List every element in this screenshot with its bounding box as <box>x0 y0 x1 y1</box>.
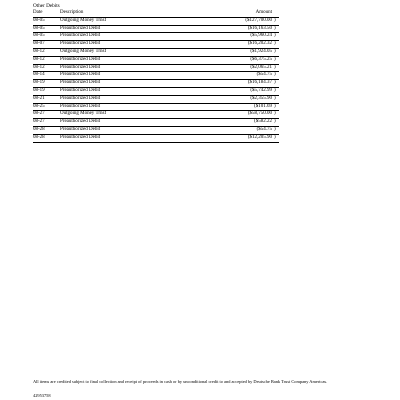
row-amount-close: ) <box>274 33 279 41</box>
row-description: Preauthorized Debit <box>60 103 200 111</box>
row-description: Preauthorized Debit <box>60 126 200 134</box>
row-amount: ($12,205.90 <box>200 134 274 142</box>
row-date: 08-28 <box>33 126 60 134</box>
table-row <box>33 72 279 80</box>
row-date: 08-05 <box>33 17 60 25</box>
row-description: Preauthorized Debit <box>60 64 200 72</box>
row-description: Preauthorized Debit <box>60 33 200 41</box>
row-description: Preauthorized Debit <box>60 72 200 80</box>
row-amount-close: ) <box>274 25 279 33</box>
row-amount-close: ) <box>274 72 279 80</box>
row-description: Outgoing Money Trnsf <box>60 17 200 25</box>
table-row <box>33 111 279 119</box>
row-date: 08-05 <box>33 33 60 41</box>
row-amount: ($16,184.37 <box>200 80 274 88</box>
row-date: 08-05 <box>33 25 60 33</box>
row-amount-close: ) <box>274 103 279 111</box>
table-row <box>33 48 279 56</box>
table-header-row <box>33 10 279 17</box>
column-header-mark <box>274 10 279 17</box>
row-amount: ($582.22 <box>200 119 274 127</box>
row-date: 08-07 <box>33 41 60 49</box>
table-row <box>33 80 279 88</box>
table-body <box>33 17 279 142</box>
table-row <box>33 103 279 111</box>
row-date: 08-21 <box>33 95 60 103</box>
row-date: 08-14 <box>33 72 60 80</box>
row-description: Preauthorized Debit <box>60 95 200 103</box>
row-date: 08-27 <box>33 119 60 127</box>
row-date: 08-12 <box>33 56 60 64</box>
row-date: 08-27 <box>33 111 60 119</box>
row-date: 08-28 <box>33 134 60 142</box>
row-amount-close: ) <box>274 134 279 142</box>
table-row <box>33 119 279 127</box>
column-header-date: Date <box>33 10 60 17</box>
row-amount: ($16,163.50 <box>200 25 274 33</box>
row-amount: ($6,375.25 <box>200 56 274 64</box>
row-amount-close: ) <box>274 41 279 49</box>
row-description: Preauthorized Debit <box>60 134 200 142</box>
row-amount-close: ) <box>274 111 279 119</box>
row-amount: ($54.75 <box>200 126 274 134</box>
row-amount-close: ) <box>274 119 279 127</box>
row-amount: ($58,750.00 <box>200 111 274 119</box>
row-amount: ($2,065.21 <box>200 64 274 72</box>
table-row <box>33 41 279 49</box>
row-amount-close: ) <box>274 95 279 103</box>
row-amount: ($16,202.32 <box>200 41 274 49</box>
table-row <box>33 95 279 103</box>
row-description: Preauthorized Debit <box>60 119 200 127</box>
page-code: 42953758 <box>33 393 51 398</box>
row-description: Outgoing Money Trnsf <box>60 111 200 119</box>
row-description: Preauthorized Debit <box>60 56 200 64</box>
table-row <box>33 25 279 33</box>
row-amount-close: ) <box>274 87 279 95</box>
row-description: Preauthorized Debit <box>60 87 200 95</box>
table-row <box>33 33 279 41</box>
row-amount: ($5,960.24 <box>200 33 274 41</box>
row-amount: ($1,924.05 <box>200 48 274 56</box>
column-header-amount: Amount <box>200 10 274 17</box>
column-header-description: Description <box>60 10 200 17</box>
row-amount: ($127,700.00 <box>200 17 274 25</box>
row-amount-close: ) <box>274 56 279 64</box>
table-row <box>33 126 279 134</box>
row-date: 08-12 <box>33 64 60 72</box>
row-description: Preauthorized Debit <box>60 25 200 33</box>
row-amount: ($5,742.99 <box>200 87 274 95</box>
row-description: Preauthorized Debit <box>60 41 200 49</box>
row-amount: ($2,355.90 <box>200 95 274 103</box>
section-title: Other Debits <box>33 3 60 9</box>
row-amount-close: ) <box>274 64 279 72</box>
row-amount-close: ) <box>274 17 279 25</box>
row-date: 08-25 <box>33 103 60 111</box>
row-description: Preauthorized Debit <box>60 80 200 88</box>
row-amount-close: ) <box>274 48 279 56</box>
table-row <box>33 87 279 95</box>
table-row <box>33 134 279 142</box>
row-amount-close: ) <box>274 80 279 88</box>
table-row <box>33 64 279 72</box>
row-amount-close: ) <box>274 126 279 134</box>
row-date: 08-12 <box>33 48 60 56</box>
other-debits-table <box>33 10 279 143</box>
footer-note: All items are credited subject to final collection and receipt of proceeds in cash or by unconditional credit to and accepted by Deutsche Bank Trust Company Americas. <box>33 379 328 384</box>
row-amount: ($54.75 <box>200 72 274 80</box>
row-description: Outgoing Money Trnsf <box>60 48 200 56</box>
table-row <box>33 56 279 64</box>
row-amount: ($101.69 <box>200 103 274 111</box>
row-date: 08-19 <box>33 87 60 95</box>
row-date: 08-19 <box>33 80 60 88</box>
table-row <box>33 17 279 25</box>
